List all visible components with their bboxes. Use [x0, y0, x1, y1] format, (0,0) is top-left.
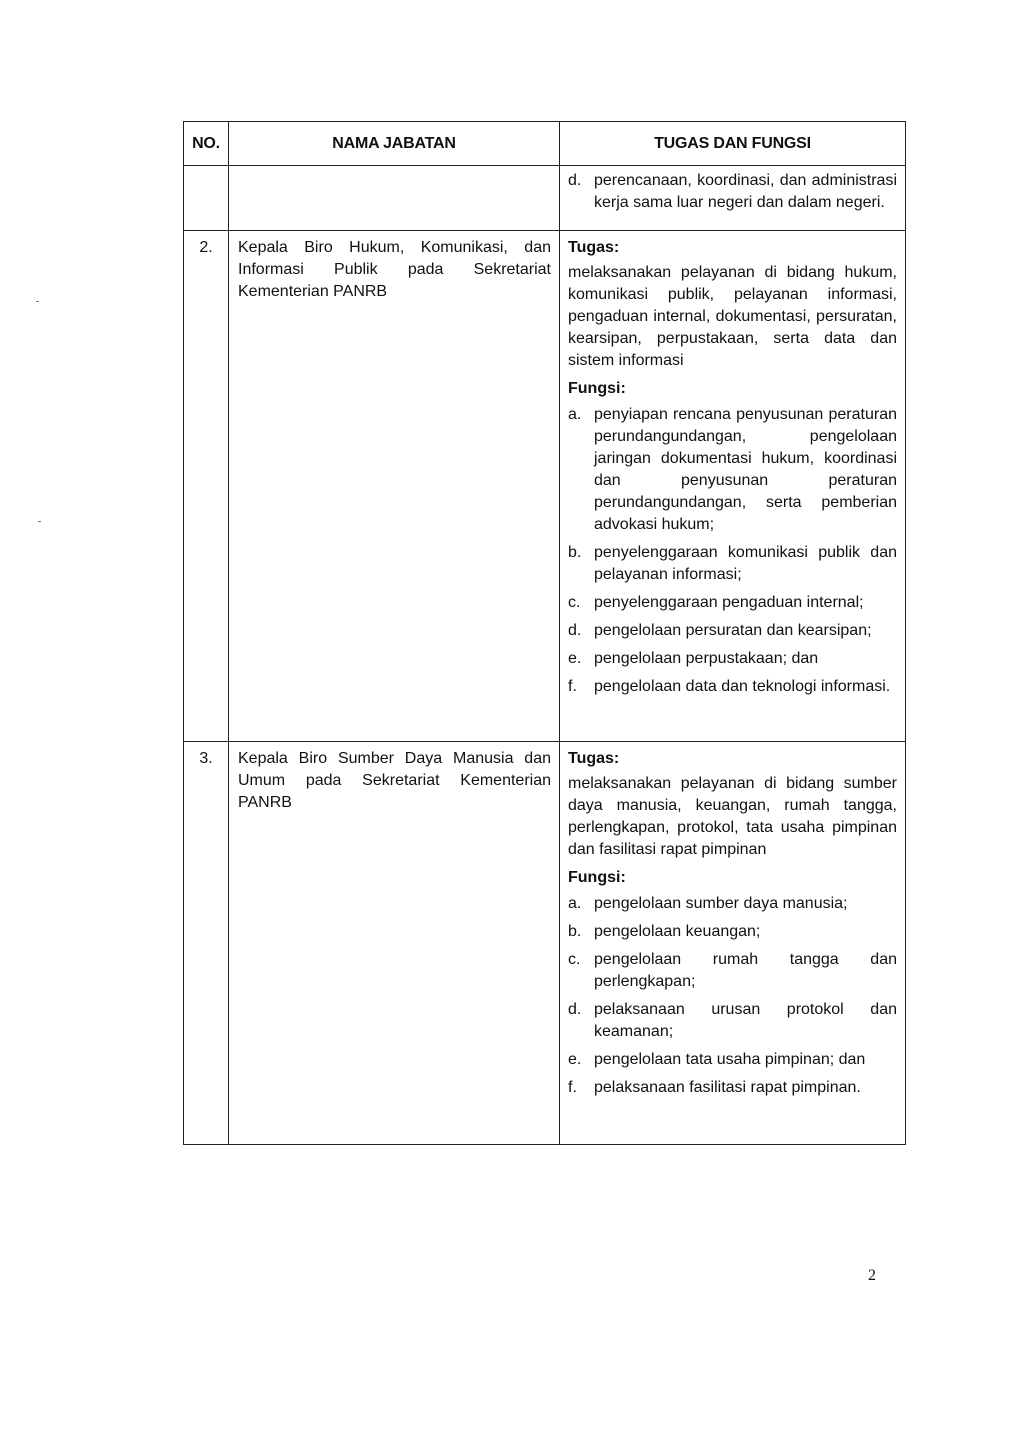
position-name: Kepala Biro Sumber Daya Manusia dan Umum pada Sekretariat Kementerian PANRB	[229, 742, 560, 1145]
list-item	[568, 893, 897, 915]
tugas-text: melaksanakan pelayanan di bidang hukum, komunikasi publik, pelayanan informasi, pengaduan internal, dokumentasi, persuratan, kearsipan, perpustakaan, serta data dan sistem informasi	[568, 264, 897, 369]
position-name: Kepala Biro Hukum, Komunikasi, dan Informasi Publik pada Sekretariat Kementerian PANRB	[229, 231, 560, 742]
list-text: pengelolaan sumber daya manusia;	[594, 895, 848, 912]
list-letter: d.	[568, 1001, 582, 1018]
list-text: penyelenggaraan komunikasi publik dan pelayanan informasi;	[594, 544, 897, 583]
list-letter: f.	[568, 1079, 577, 1096]
list-item	[568, 404, 897, 536]
list-item	[568, 999, 897, 1043]
header-no: NO.	[184, 122, 229, 166]
fungsi-label: Fungsi:	[568, 869, 626, 886]
list-text: pelaksanaan urusan protokol dan keamanan;	[594, 1001, 897, 1040]
fungsi-list	[568, 170, 897, 214]
cell-no	[184, 166, 229, 231]
duties-table	[183, 121, 906, 1145]
list-item	[568, 620, 897, 642]
list-text: penyiapan rencana penyusunan peraturan perundangundangan, pengelolaan jaringan dokumentasi hukum, koordinasi dan penyusunan peraturan perundangundangan, serta pemberian advokasi hukum;	[594, 406, 897, 533]
list-letter: d.	[568, 622, 582, 639]
list-item	[568, 921, 897, 943]
list-letter: b.	[568, 923, 582, 940]
header-tugas-fungsi: TUGAS DAN FUNGSI	[560, 122, 906, 166]
tugas-label: Tugas:	[568, 239, 620, 256]
tugas-text: melaksanakan pelayanan di bidang sumber daya manusia, keuangan, rumah tangga, perlengkapan, protokol, tata usaha pimpinan dan fasilitasi rapat pimpinan	[568, 775, 897, 858]
list-text: pengelolaan keuangan;	[594, 923, 761, 940]
list-item	[568, 592, 897, 614]
scan-mark	[36, 301, 39, 302]
list-letter: a.	[568, 406, 582, 423]
list-item	[568, 648, 897, 670]
list-text: pengelolaan perpustakaan; dan	[594, 650, 819, 667]
scan-mark	[38, 521, 41, 522]
list-item	[568, 1077, 897, 1099]
fungsi-list	[568, 404, 897, 698]
list-item	[568, 676, 897, 698]
table-row-continuation	[184, 166, 906, 231]
list-letter: d.	[568, 172, 582, 189]
list-item	[568, 1049, 897, 1071]
list-text: pengelolaan persuratan dan kearsipan;	[594, 622, 872, 639]
list-letter: b.	[568, 544, 582, 561]
row-number: 2.	[184, 231, 229, 742]
table-row	[184, 742, 906, 1145]
table-header-row	[184, 122, 906, 166]
list-text: pengelolaan rumah tangga dan perlengkapan;	[594, 951, 897, 990]
list-item	[568, 542, 897, 586]
list-letter: c.	[568, 594, 581, 611]
table-row	[184, 231, 906, 742]
list-text: pengelolaan tata usaha pimpinan; dan	[594, 1051, 866, 1068]
list-letter: e.	[568, 650, 582, 667]
list-letter: a.	[568, 895, 582, 912]
list-letter: c.	[568, 951, 581, 968]
list-text: penyelenggaraan pengaduan internal;	[594, 594, 864, 611]
list-item	[568, 170, 897, 214]
row-number: 3.	[184, 742, 229, 1145]
list-text: pelaksanaan fasilitasi rapat pimpinan.	[594, 1079, 861, 1096]
cell-nama	[229, 166, 560, 231]
list-letter: f.	[568, 678, 577, 695]
fungsi-list	[568, 893, 897, 1099]
list-letter: e.	[568, 1051, 582, 1068]
cell-tugas-fungsi	[560, 231, 906, 742]
tugas-label: Tugas:	[568, 750, 620, 767]
header-nama-jabatan: NAMA JABATAN	[229, 122, 560, 166]
fungsi-label: Fungsi:	[568, 380, 626, 397]
list-text: pengelolaan data dan teknologi informasi.	[594, 678, 891, 695]
list-text: perencanaan, koordinasi, dan administrasi kerja sama luar negeri dan dalam negeri.	[594, 172, 897, 211]
cell-tugas-fungsi	[560, 742, 906, 1145]
cell-tugas-fungsi	[560, 166, 906, 231]
page-number: 2	[868, 1267, 876, 1284]
list-item	[568, 949, 897, 993]
